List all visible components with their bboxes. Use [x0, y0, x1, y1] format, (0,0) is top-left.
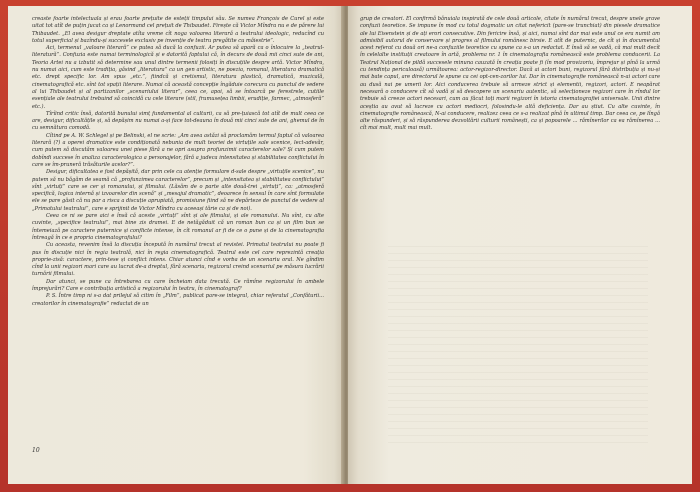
right-page: [348, 6, 692, 484]
left-paragraph-4: Cîtind pe A. W. Schlegel și pe Belinski, el ne scrie: „Am avea astăzi să proclamăm termul faptul că valoarea literară (?) a operei dramatice este condiționată nebunia de mult teoriei de virtuțile sale scenice, lect-adevăr, cum putem să discutăm valoarea unei piese fără a ne opri asupra profunzimii caracterelor sale? Și cum putem dobîndi succese în analiza caracterologica a personajelor, fără a judeca intensitatea și stabilitatea conflictului în care se îm-pruneră trăsăturile acelor?”.: [32, 132, 324, 168]
left-paragraph-3: Tîrîind critic însă, datorită bunului simț fundamental al culturii, ca să pre-țuiască tot atît de mult ceea ce are, desigur, dificultățile și, să depășim nu numai a-și face tot-deauna în două mii cinci sute de ani, ghemul de în cu semnătura comodă.: [32, 110, 324, 132]
left-page: [8, 6, 344, 484]
left-paragraph-8: Dar atunci, se pune ca întrebarea cu care încheiam data trecută. Ce rămîne regizorului în ambele împrejurări? Care e contribuția artistică a regizorului în teatru, în cinematograf?: [32, 278, 324, 292]
right-text-column: [360, 16, 660, 133]
left-paragraph-6: Ceea ce ni se pare aici e însă că aceste „virtuți” sînt și ale filmului, și ale romanului. Nu sînt, cu alte cuvinte, „specifice teatrului”, mai bine zis dramei. E de netăgăduit că un roman bun ca și un film bun se întemeiază pe caractere puternice și conflicte intense, în cît romanul ar fi de ce o pune și de la cinematografia întreagă în ce e propria cinematografului?: [32, 213, 324, 241]
left-paragraph-1: creaste foarte intelectuala și erau foarte prețuite de esteții timpului său. Se numea François de Curel și este uitat tot atît de puțin jucat ca și Lenormand cel prețuit de Thibaudet. Firește că Victor Mîndra nu e de părere lui Thibaudet. „El avea desigur dreptate atîta vreme cît noga valoarea literară a teatrului ideologic, reducînd cu totul superficial și bazîndu-și succesele exclusiv pe invenție de teatru pregătite cu măiestrie”.: [32, 16, 324, 44]
left-paragraph-5: Desigur, dificultatea e fost depășită, dar prin cele cu atenție formulare d-sale despre „virtuțile scenice”, nu putem să nu băgăm de seamă că „profunzimea caracterelor”, precum și „intensitatea și stabilitatea conflictului” sînt „virtuți” care se cer și romanului, și filmului. (Lăsăm de o parte alte două-trei „virtuți”, ca: „atmosferă specifică, logica internă și izvoarelor din scenă” și „mesajul dramatic”, deoarece în sensul în care sînt formulate ele se pare găsit că nu par a risca a discuție aprupiată, promisiune fiind să ne depărteze de punctul de vedere al „Primatului teatrului”, care e sprijinit de Victor Mîndra cu aceeași tărie ca și de noi).: [32, 169, 324, 212]
left-paragraph-2: Aci, termenul „valoare literară” ce putea să ducă la confuzii. Ar putea să apară ca o înlocuire la „teatrul-literatură”. Confuzia este numai terminologică și e datorită faptului că, în decurs de două mii cinci sute de ani, Teoria Artei nu a izbutit să determine sau unul dintre termenii folosiți în discuțiile despre artă. Victor Mîndra, nu numai aici, cum este tradiția, găsind „literatura” ca un gen artistic, ne poezia, romanul, literatura dramatică etc. drept specific lor. Am spus „etc.”, fiindcă și cretismul, literatura plastică, dramatică, muzicală, cinematografică etc. sînt tot spații literare. Numai că această concepție îngăduie corecura cu punctul de vedere al lui Thibaudet și al partizanilor „scenariului literar”, ceea ce, apoi, să se întoarcă pe ferestrele, cutiile esențiale ale teatrului trebuind să coincidă cu cele literare (stil, frumusețea limbii, erudiție, farmec, „atmosferă” etc.).: [32, 45, 324, 110]
page-number: 10: [32, 447, 40, 454]
left-footnote: P. S. Între timp ni s-a dat prilejul să citim în „Film”, publicat pare-se integral, chiar referatul „Confăturii... creatorilor în cinematografie” redactat de un: [32, 293, 324, 307]
show-through-texture: [388, 246, 648, 446]
left-paragraph-7: Cu aceasta, revenim însă la discuția începută în numărul trecut al revistei. Primatul teatrului nu poate fi pus în discuție nici în regia teatrală, nici în regia cinematografică. Teatrul este cel care reprezintă creația proprie-zisă: caractere, prin-tese și conflict intens. Chiar atunci cînd e vorba de un scenariu oral. Ne gîndim cînd la unii regizori mari care au lucrat de-a dreptul, fără scenariu, regizorul creind scenariul pe măsura lucrării turnării filmului.: [32, 242, 324, 278]
right-paragraph-1: grup de creatori. El confirmă bănuiala inspirată de cele două articole, citate în numărul trecut, despre unele grave confuzii teoretice. Se impune în mod cu totul dogmatic un citat nefericit (pare-se trunchiat) din piesele dramatice ale lui Eisenstein și de ați erori consecutive. Din fericire însă, și aici, numai sînt dar mai este unul ce era numit am admisibil autorul de conservare și progres al filmului românesc birsie. E atît de puternic, de cît și în documentul acest referat cu două ori ne-a confuziile teoretice cu spune ca s-a un redactat. E însă să se vadă, că mai mult decît în celelalte instituții creatoare în artă, problema nr. 1 în cinematografia românească este problema conducerii. La Teatrul Național de pildă succesele minuna cauzată în creația poate fi (în mod provizoriu, împrejur și pînă la urmă cu tendința periculoasă) următoarea: actor-regizor-director. Dacă ai actori buni, regizorul fără distribuția și nu-și mai bate capul, are directorul le spune ca cei opt-cen-zorilor lui. Dar în cinematografie românească n-ai actori care au dusă nai pe umerii lor. Aici conducerea trebuie să urmeze strict și elementii, regizori, actori. E neapărat necesară o conducere cît să vadă și să descopere un scenariu autentic, să selecționeze regizori care în rîndul lor trebuie să creeze actori necesari, cum au făcut toți marii regizori în istoria cinematografiei universale. Unii dintre aceștia au avut să lucreze cu actori mediocri, folosindu-le altă deficiența. Dar au știut. Cu alte cuvinte, în cinematografie românească, N-ai conducere, realizez ceea ce s-a realizat pînă în ultimul timp. Dar ceea ce, pe lîngă alte răspunderi, și să răspunderea dezvoltării culturii românești, ca și popoarele ... rămînerilor ca ea rămînerea ... cît mai mult, mult mai mult.: [360, 16, 660, 132]
left-text-column: [32, 16, 324, 308]
